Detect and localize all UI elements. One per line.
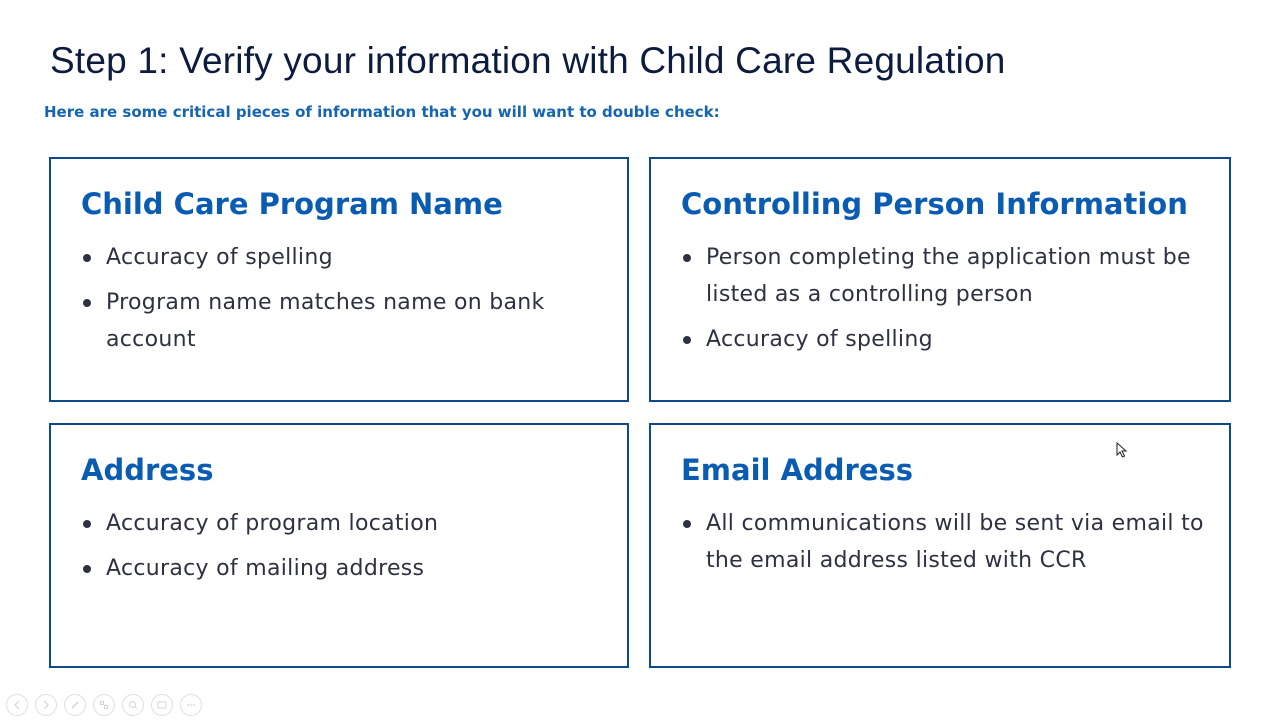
card-controlling-person [649,157,1231,402]
next-slide-icon[interactable] [35,694,57,716]
list-item [681,505,1229,579]
slide-title: Step 1: Verify your information with Child Care Regulation [50,40,1006,81]
card-address [49,423,629,668]
card-list [681,239,1229,366]
list-item-text: Person completing the application must be listed as a controlling person [706,245,1191,307]
presentation-toolbar [6,694,202,716]
list-item-text: Accuracy of spelling [106,245,333,270]
pen-icon[interactable] [64,694,86,716]
previous-slide-icon[interactable] [6,694,28,716]
card-list [81,239,627,366]
card-list [81,505,627,595]
list-item [81,505,627,542]
list-item-text: Accuracy of program location [106,511,439,536]
list-item [81,239,627,276]
card-program-name [49,157,629,402]
more-icon[interactable] [180,694,202,716]
list-item [81,284,627,358]
mouse-cursor-icon [1116,442,1128,458]
bullet-icon [683,520,691,528]
slide-subtitle: Here are some critical pieces of information that you will want to double check: [44,103,720,121]
card-title: Controlling Person Information [681,187,1188,221]
bullet-icon [683,254,691,262]
slides-grid-icon[interactable] [93,694,115,716]
list-item-text: Accuracy of spelling [706,327,933,352]
card-title: Email Address [681,453,914,487]
card-title: Child Care Program Name [81,187,503,221]
bullet-icon [83,520,91,528]
subtitles-icon[interactable] [151,694,173,716]
list-item-text: All communications will be sent via email to the email address listed with CCR [706,511,1204,573]
list-item [681,321,1229,358]
list-item [681,239,1229,313]
bullet-icon [83,254,91,262]
card-title: Address [81,453,214,487]
list-item-text: Accuracy of mailing address [106,556,425,581]
list-item-text: Program name matches name on bank account [106,290,545,352]
zoom-icon[interactable] [122,694,144,716]
list-item [81,550,627,587]
bullet-icon [683,336,691,344]
bullet-icon [83,565,91,573]
card-email-address [649,423,1231,668]
bullet-icon [83,299,91,307]
card-list [681,505,1229,587]
